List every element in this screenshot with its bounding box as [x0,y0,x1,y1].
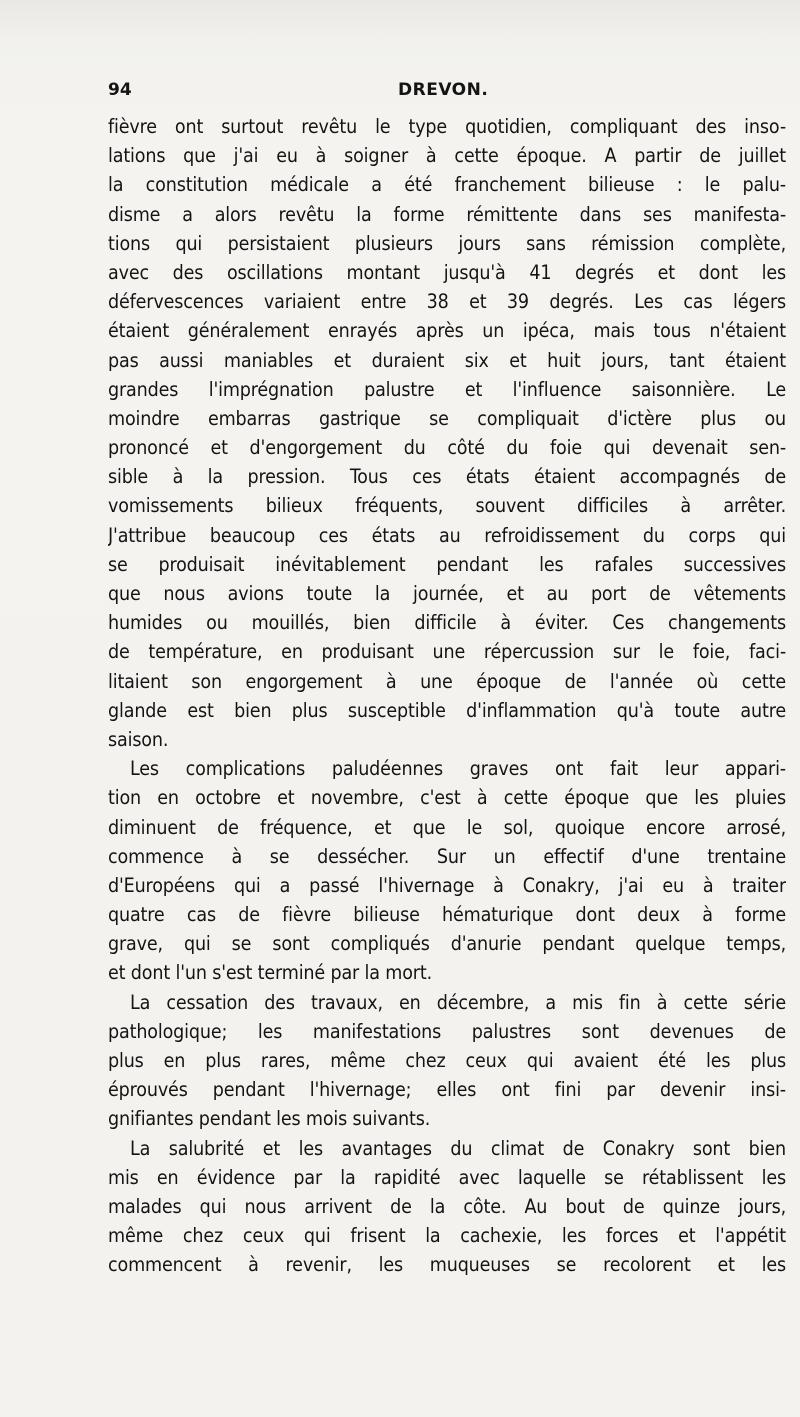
text-line: étaient généralement enrayés après un ipéca, mais tous n'étaient [108,319,786,343]
text-line: pas aussi maniables et duraient six et huit jours, tant étaient [108,348,786,372]
text-line: humides ou mouillés, bien difficile à éviter. Ces changements [108,611,786,635]
text-line: commencent à revenir, les muqueuses se recolorent et les [108,1253,786,1277]
text-line: fièvre ont surtout revêtu le type quotidien, compliquant des inso- [108,115,786,138]
text-line: la constitution médicale a été franchement bilieuse : le palu- [108,173,786,197]
text-line: disme a alors revêtu la forme rémittente dans ses manifesta- [108,202,786,226]
text-line: moindre embarras gastrique se compliquait d'ictère plus ou [108,406,786,430]
running-head: DREVON. [398,80,489,100]
paragraph-end-line: gnifiantes pendant les mois suivants. [108,1107,431,1131]
text-line: grandes l'imprégnation palustre et l'influence saisonnière. Le [108,377,786,401]
page-header [108,80,788,110]
text-line: pathologique; les manifestations palustres sont devenues de [108,1019,786,1043]
text-line: tions qui persistaient plusieurs jours sans rémission complète, [108,231,786,255]
text-line: glande est bien plus susceptible d'inflammation qu'à toute autre [108,698,786,722]
text-line: J'attribue beaucoup ces états au refroidissement du corps qui [108,523,786,547]
text-line: diminuent de fréquence, et que le sol, quoique encore arrosé, [108,815,786,839]
text-line: litaient son engorgement à une époque de l'année où cette [108,669,786,693]
paragraph-end-line: et dont l'un s'est terminé par la mort. [108,961,433,985]
paragraph-end-line: saison. [108,727,169,751]
body-text [108,112,786,1280]
text-line: commence à se dessécher. Sur un effectif d'une trentaine [108,844,786,868]
text-line: de température, en produisant une répercussion sur le foie, faci- [108,640,786,664]
paragraph-first-line: La cessation des travaux, en décembre, a mis fin à cette série [130,990,786,1014]
text-line: se produisait inévitablement pendant les rafales successives [108,552,786,576]
text-line: même chez ceux qui frisent la cachexie, les forces et l'appétit [108,1224,786,1248]
text-line: quatre cas de fièvre bilieuse hématurique dont deux à forme [108,903,786,927]
text-line: avec des oscillations montant jusqu'à 41 degrés et dont les [108,260,786,284]
text-line: plus en plus rares, même chez ceux qui avaient été les plus [108,1049,786,1072]
text-line: défervescences variaient entre 38 et 39 degrés. Les cas légers [108,290,786,314]
text-line: mis en évidence par la rapidité avec laquelle se rétablissent les [108,1165,786,1189]
text-line: malades qui nous arrivent de la côte. Au bout de quinze jours, [108,1194,786,1218]
page-number: 94 [108,80,132,100]
text-line: grave, qui se sont compliqués d'anurie pendant quelque temps, [108,932,786,956]
paragraph-first-line: La salubrité et les avantages du climat de Conakry sont bien [130,1136,786,1160]
text-line: éprouvés pendant l'hivernage; elles ont fini par devenir insi- [108,1078,786,1102]
paragraph-first-line: Les complications paludéennes graves ont fait leur appari- [130,757,786,781]
text-line: prononcé et d'engorgement du côté du foie qui devenait sen- [108,436,786,460]
text-line: vomissements bilieux fréquents, souvent difficiles à arrêter. [108,494,786,518]
text-line: tion en octobre et novembre, c'est à cette époque que les pluies [108,786,786,810]
text-line: que nous avions toute la journée, et au port de vêtements [108,582,786,605]
text-line: lations que j'ai eu à soigner à cette époque. A partir de juillet [108,144,786,168]
text-line: d'Européens qui a passé l'hivernage à Conakry, j'ai eu à traiter [108,873,786,897]
text-line: sible à la pression. Tous ces états étaient accompagnés de [108,465,786,489]
